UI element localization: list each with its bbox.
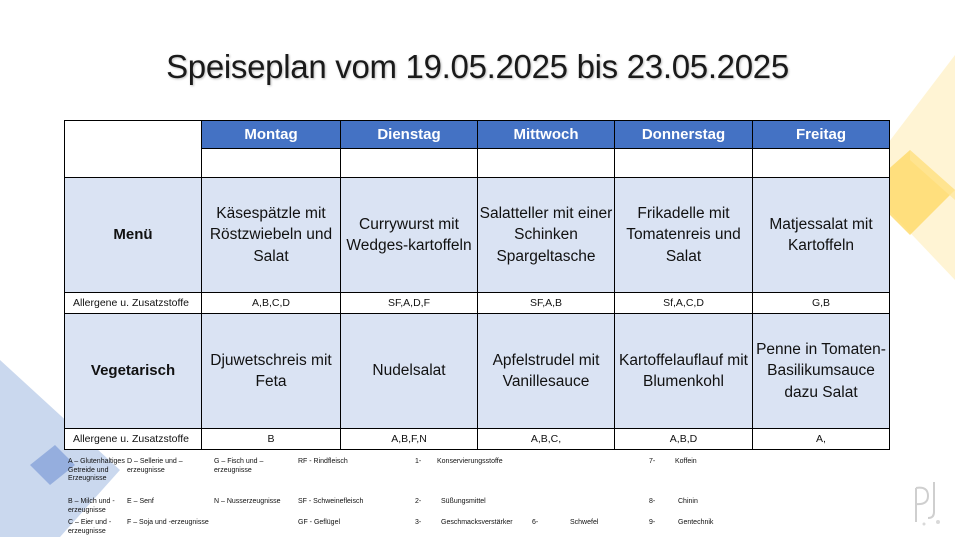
legend-e: E – Senf: [127, 498, 154, 505]
meal-cell: Frikadelle mit Tomatenreis und Salat: [615, 178, 753, 293]
allergen-cell: B: [202, 429, 341, 450]
legend-gf: GF - Geflügel: [298, 519, 341, 526]
allergen-cell: A,B,F,N: [341, 429, 478, 450]
decor-logo-mark: [910, 478, 944, 528]
empty-cell: [615, 149, 753, 178]
row-label-menu: Menü: [65, 178, 202, 293]
corner-cell: [65, 121, 202, 178]
day-header-tuesday: Dienstag: [341, 121, 478, 149]
row-label-vegetarian: Vegetarisch: [65, 314, 202, 429]
legend-num-6: 6-: [532, 519, 539, 526]
meal-cell: Penne in Tomaten-Basilikumsauce dazu Salat: [753, 314, 890, 429]
legend-n: N – Nusserzeugnisse: [214, 498, 281, 505]
empty-cell: [753, 149, 890, 178]
day-header-wednesday: Mittwoch: [478, 121, 615, 149]
meal-cell: Djuwetschreis mit Feta: [202, 314, 341, 429]
legend-f: F – Soja und -erzeugnisse: [127, 519, 209, 526]
allergen-cell: A,B,C,: [478, 429, 615, 450]
legend-num-8: 8-: [649, 498, 656, 505]
empty-cell: [341, 149, 478, 178]
meal-cell: Käsespätzle mit Röstzwiebeln und Salat: [202, 178, 341, 293]
legend-text-6: Schwefel: [570, 519, 599, 526]
empty-cell: [478, 149, 615, 178]
legend-text-1: Konservierungsstoffe: [437, 458, 503, 465]
legend-num-7: 7-: [649, 458, 656, 465]
menu-table: [64, 120, 890, 450]
empty-cell: [202, 149, 341, 178]
meal-cell: Salatteller mit einer Schinken Spargeltasche: [478, 178, 615, 293]
legend-text-3: Geschmacksverstärker: [441, 519, 513, 526]
legend-rf: RF - Rindfleisch: [298, 458, 348, 465]
allergen-cell: SF,A,D,F: [341, 293, 478, 314]
allergen-cell: Sf,A,C,D: [615, 293, 753, 314]
legend-text-9: Gentechnik: [678, 519, 714, 526]
legend-num-1: 1-: [415, 458, 422, 465]
allergen-label: Allergene u. Zusatzstoffe: [65, 429, 202, 450]
day-header-monday: Montag: [202, 121, 341, 149]
meal-cell: Currywurst mit Wedges-kartoffeln: [341, 178, 478, 293]
allergen-cell: SF,A,B: [478, 293, 615, 314]
legend-num-2: 2-: [415, 498, 422, 505]
allergen-cell: A,B,D: [615, 429, 753, 450]
allergen-cell: G,B: [753, 293, 890, 314]
legend-sf: SF - Schweinefleisch: [298, 498, 364, 505]
legend-b: B – Milch und -erzeugnisse: [68, 498, 115, 514]
legend-d: D – Sellerie und –erzeugnisse: [127, 458, 183, 474]
legend-text-7: Koffein: [675, 458, 697, 465]
meal-cell: Apfelstrudel mit Vanillesauce: [478, 314, 615, 429]
legend-num-9: 9-: [649, 519, 656, 526]
legend-c: C – Eier und -erzeugnisse: [68, 519, 112, 535]
allergen-cell: A,: [753, 429, 890, 450]
meal-cell: Nudelsalat: [341, 314, 478, 429]
day-header-friday: Freitag: [753, 121, 890, 149]
meal-cell: Matjessalat mit Kartoffeln: [753, 178, 890, 293]
allergen-cell: A,B,C,D: [202, 293, 341, 314]
page-title: Speiseplan vom 19.05.2025 bis 23.05.2025: [166, 48, 789, 85]
legend-a: A – Glutenhaltiges Getreide und Erzeugnisse: [68, 458, 125, 482]
day-header-thursday: Donnerstag: [615, 121, 753, 149]
meal-cell: Kartoffelauflauf mit Blumenkohl: [615, 314, 753, 429]
legend-g: G – Fisch und –erzeugnisse: [214, 458, 264, 474]
legend-text-8: Chinin: [678, 498, 698, 505]
legend-text-2: Süßungsmittel: [441, 498, 486, 505]
allergen-label: Allergene u. Zusatzstoffe: [65, 293, 202, 314]
legend-num-3: 3-: [415, 519, 422, 526]
